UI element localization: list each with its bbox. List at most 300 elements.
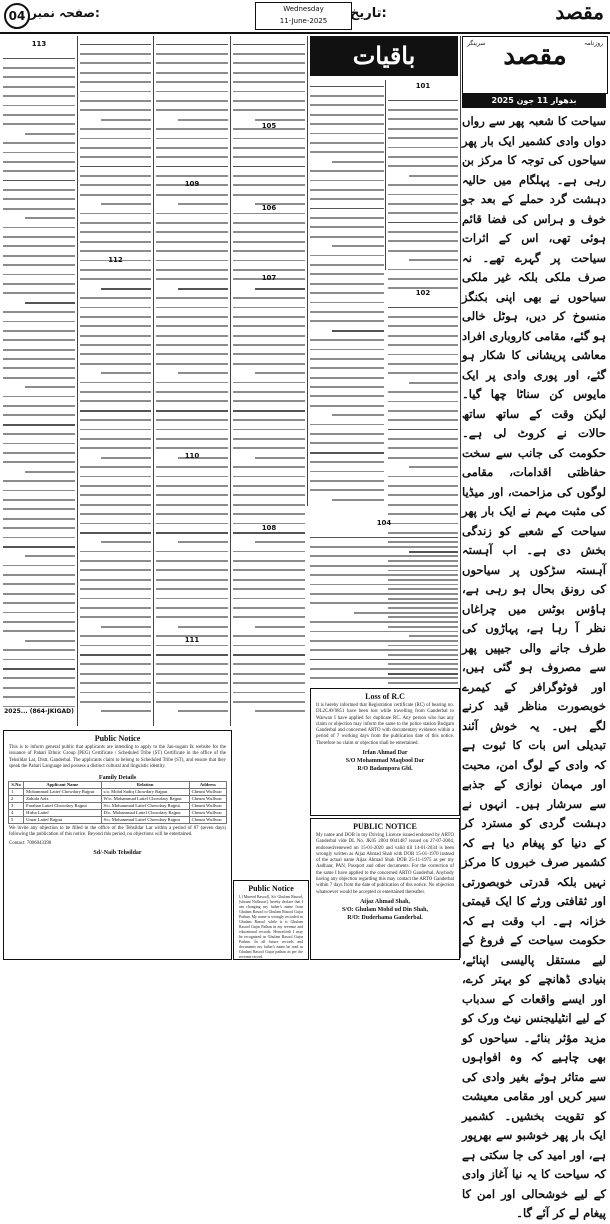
text-line — [388, 184, 458, 186]
text-line — [80, 307, 151, 309]
text-line — [310, 640, 458, 642]
table-row — [9, 817, 227, 824]
notice-signer-address: R/O: Duderhama Ganderbal. — [347, 914, 423, 921]
text-line — [80, 344, 151, 346]
text-line — [255, 710, 305, 712]
text-line — [3, 311, 75, 313]
text-line — [233, 147, 305, 149]
notice-body: My name and DOB in my Driving Licence issued endorsed by ARTO Ganderbal vide DL No. JK05 2004 0041487 issued on 27-07-2004, endorsed/renewed on 15-01-2020 and valid till 14-01-2034 is been wrongly written as Aijaz Ahmad Shah with DOB 15-01-1970 instead of the actual name Aijaz Ahmad Shah DOB 25-11-1975 as per my Aadhaar, PAN, Passport and other documents. For the correction of the same I have applied to the concerned ARTO Ganderbal. Anybody having any objection regarding this may contact the ARTO Ganderbal within 7 days from the date of publication of this notice. No objection whatsoever would be accepted or entertained thereafter. — [316, 833, 454, 895]
text-line — [233, 344, 305, 346]
text-line — [3, 574, 75, 576]
table-cell: Cheunt Wullwar — [189, 817, 226, 824]
text-line — [156, 194, 228, 196]
text-line — [80, 297, 151, 299]
text-line — [233, 485, 305, 487]
text-line — [388, 165, 458, 167]
text-line — [80, 44, 151, 46]
text-line — [233, 44, 305, 46]
text-line — [156, 466, 228, 468]
text-line — [156, 175, 228, 177]
text-line — [156, 588, 228, 590]
text-line — [388, 410, 458, 412]
text-line — [388, 240, 458, 242]
text-line — [388, 476, 458, 478]
text-block — [3, 50, 75, 707]
text-line — [3, 537, 75, 539]
text-line — [388, 137, 458, 139]
text-line — [233, 663, 305, 665]
text-line — [233, 560, 305, 562]
text-line — [3, 152, 75, 154]
text-line — [80, 335, 151, 337]
text-line — [156, 494, 228, 496]
text-line — [233, 184, 305, 186]
text-line — [233, 109, 305, 111]
text-line — [310, 668, 458, 670]
text-line — [233, 692, 305, 694]
table-header: Relation — [101, 782, 189, 789]
text-line — [3, 292, 75, 294]
text-line — [3, 461, 75, 463]
text-line — [388, 250, 458, 252]
text-line — [388, 447, 458, 449]
text-line — [255, 457, 305, 459]
date-label: تاریخ: — [350, 6, 387, 21]
text-line — [156, 91, 228, 93]
text-line — [156, 504, 228, 506]
text-line — [156, 53, 228, 55]
text-line — [233, 635, 305, 637]
text-line — [80, 166, 151, 168]
notice-body: It is hereby informed that Registration certificate (RC) of bearing no. DL2CAV0851 have been lost while travelling from Ganderbal to Warwan I have applied for duplicate RC. Any person who has any claim or objection may inform the same to the police station Budgam Ganderbal and concerned ARTO with documentary evidence within a period of 7 working days from the publication date of this notice. Therefore no claim or objection shall be entertained. — [316, 703, 454, 746]
text-line — [156, 363, 228, 365]
table-row — [9, 789, 227, 796]
text-line — [388, 457, 458, 459]
text-line — [3, 321, 75, 323]
text-line — [310, 264, 384, 266]
text-line — [25, 302, 75, 304]
brand-box — [462, 36, 608, 94]
text-line — [3, 76, 75, 78]
section-number: 110 — [184, 452, 200, 460]
text-line — [233, 297, 305, 299]
text-line — [3, 612, 75, 614]
text-line — [310, 170, 384, 172]
text-line — [3, 180, 75, 182]
section-number: 107 — [261, 274, 277, 282]
text-line — [388, 109, 458, 111]
section-number: 104 — [376, 519, 392, 527]
text-line — [233, 400, 305, 402]
text-line — [156, 316, 228, 318]
lead-column — [461, 36, 606, 1220]
text-line — [25, 555, 75, 557]
text-line — [310, 189, 384, 191]
text-line — [80, 429, 151, 431]
text-line — [3, 142, 75, 144]
text-line — [233, 194, 305, 196]
text-line — [156, 81, 228, 83]
text-line — [233, 363, 305, 365]
text-line — [310, 489, 384, 491]
text-line — [388, 354, 458, 356]
text-line — [3, 659, 75, 661]
text-line — [25, 133, 75, 135]
text-line — [310, 584, 458, 586]
text-line — [156, 673, 228, 675]
text-line — [3, 105, 75, 107]
table-cell: S/o. Mohammad Latief Chowdary Rajput — [101, 803, 189, 810]
text-line — [80, 363, 151, 365]
text-line — [156, 654, 228, 656]
text-line — [156, 297, 228, 299]
text-line — [80, 81, 151, 83]
text-line — [233, 166, 305, 168]
text-column-4 — [233, 36, 305, 726]
notice-signer-parent: S/O Mohammad Maqbool Dar — [345, 758, 425, 765]
text-line — [80, 382, 151, 384]
notice-family-details — [3, 730, 232, 960]
text-line — [233, 325, 305, 327]
text-line — [156, 166, 228, 168]
text-line — [233, 504, 305, 506]
section-number: 113 — [31, 40, 47, 48]
text-line — [310, 565, 458, 567]
text-line — [388, 269, 458, 271]
table-row — [9, 803, 227, 810]
text-line — [3, 208, 75, 210]
brand-name: مقصد — [503, 41, 567, 71]
text-line — [388, 212, 458, 214]
text-line — [178, 372, 228, 374]
notice-intro: This is to inform general public that applicants are intending to apply to the Jan-sugam Ik website for the issuance of Pahari Ethnic Group (PEG) Certificate / Scheduled Tribe (ST) Certificate in the office of the Tehsildar Lar, Distt. Ganderbal. The applicants claim to belong to Scheduled Tribe (ST), and ensure that they speak the Pahari Language and possess a distinct cultural and linguistic identity. — [9, 745, 226, 769]
text-line — [156, 523, 228, 525]
text-line — [233, 72, 305, 74]
text-line — [156, 532, 228, 534]
text-line — [80, 466, 151, 468]
text-line — [156, 44, 228, 46]
text-line — [80, 138, 151, 140]
text-line — [388, 438, 458, 440]
text-line — [255, 119, 305, 121]
text-line — [80, 391, 151, 393]
text-line — [3, 396, 75, 398]
table-cell: Farahan Latief Chowdary Rajput — [24, 803, 101, 810]
text-line — [310, 677, 458, 679]
text-line — [156, 241, 228, 243]
text-line — [310, 377, 384, 379]
column-divider — [460, 36, 461, 958]
notice-loss-of-rc — [310, 688, 460, 816]
text-line — [156, 607, 228, 609]
text-block — [233, 36, 305, 712]
text-line — [80, 645, 151, 647]
text-line — [178, 288, 228, 290]
text-line — [156, 663, 228, 665]
table-cell: 2 — [9, 796, 24, 803]
column-divider — [307, 36, 308, 506]
text-line — [156, 138, 228, 140]
text-line — [310, 442, 384, 444]
text-line — [310, 123, 384, 125]
text-line — [310, 320, 384, 322]
text-line — [156, 429, 228, 431]
text-line — [3, 546, 75, 548]
text-line — [101, 119, 151, 121]
text-line — [310, 302, 384, 304]
text-line — [80, 410, 151, 412]
notice-public-dl — [310, 818, 460, 960]
text-line — [233, 410, 305, 412]
text-line — [3, 114, 75, 116]
text-line — [156, 598, 228, 600]
notice-closing: We invite any objection to be filled in the office of the Tehsildar Lar within a period of 07 (seven days) following the publication of this notice. Beyond this period, no objections will be entertained. — [9, 826, 226, 838]
text-line — [388, 128, 458, 130]
text-line — [3, 480, 75, 482]
text-line — [80, 485, 151, 487]
text-line — [310, 555, 458, 557]
text-line — [156, 231, 228, 233]
table-cell: 5 — [9, 817, 24, 824]
notice-contact: Contact: 7006043390 — [9, 840, 52, 846]
text-line — [101, 203, 151, 205]
text-line — [3, 687, 75, 689]
section-number: 112 — [108, 256, 123, 264]
text-line — [310, 339, 384, 341]
text-line — [3, 123, 75, 125]
notice-title: PUBLIC NOTICE — [353, 822, 417, 831]
text-line — [310, 133, 384, 135]
text-line — [156, 485, 228, 487]
text-line — [156, 391, 228, 393]
text-line — [233, 335, 305, 337]
text-line — [310, 255, 384, 257]
text-line — [3, 621, 75, 623]
table-cell: Cheunt Wullwar — [189, 796, 226, 803]
text-line — [80, 400, 151, 402]
text-line — [388, 194, 458, 196]
column-footer: 2025... (864-JKIGAD) — [4, 708, 74, 715]
text-line — [80, 316, 151, 318]
text-line — [156, 325, 228, 327]
text-line — [233, 100, 305, 102]
text-block — [80, 36, 151, 712]
masthead — [0, 0, 610, 34]
text-line — [388, 278, 458, 280]
text-line — [310, 292, 384, 294]
table-cell: s/o. Mohd Sadiq Chowdary Rajput — [101, 789, 189, 796]
text-line — [178, 710, 228, 712]
text-line — [3, 245, 75, 247]
text-line — [3, 593, 75, 595]
text-line — [3, 58, 75, 60]
text-line — [156, 109, 228, 111]
text-line — [156, 222, 228, 224]
text-line — [156, 213, 228, 215]
text-line — [310, 95, 384, 97]
text-line — [156, 250, 228, 252]
text-line — [80, 569, 151, 571]
table-cell: W/o. Mohammad Latief Chowdary Rajput — [101, 796, 189, 803]
text-line — [409, 466, 458, 468]
text-line — [233, 260, 305, 262]
text-line — [156, 344, 228, 346]
text-line — [80, 692, 151, 694]
table-cell: Umar Latief Rajput — [24, 817, 101, 824]
text-line — [233, 53, 305, 55]
text-line — [80, 673, 151, 675]
text-line — [3, 330, 75, 332]
text-line — [233, 62, 305, 64]
text-column-1 — [3, 36, 75, 726]
text-line — [80, 278, 151, 280]
text-line — [3, 518, 75, 520]
text-line — [310, 471, 384, 473]
text-line — [80, 194, 151, 196]
text-line — [80, 147, 151, 149]
text-line — [255, 288, 305, 290]
text-column-4b — [310, 78, 384, 508]
text-line — [80, 325, 151, 327]
text-line — [388, 203, 458, 205]
text-line — [310, 649, 458, 651]
notice-body: I, [Mureed Rasool], S/o Ghulam Rasool, [shount Nallawar], hereby declare that I am changing my father's name from Ghulam Rasool to Ghulam Rasool Gujar Pathan. My name is wrongly recorded as Ghulam Rasool while it is Ghulam Rasool Gujar Pathan in my revenue and educational records. Henceforth I may be recognized as Ghulam Rasool Gujar Pathan. In all future records and documents my father's name be read as Ghulam Rasool Gujar pathan as per the revenue record. — [239, 895, 303, 959]
text-line — [156, 560, 228, 562]
text-line — [233, 579, 305, 581]
text-line — [310, 358, 384, 360]
text-line — [310, 546, 458, 548]
text-line — [80, 607, 151, 609]
text-line — [233, 231, 305, 233]
text-line — [25, 471, 75, 473]
text-line — [388, 372, 458, 374]
text-line — [310, 273, 384, 275]
text-line — [3, 668, 75, 670]
section-number: 108 — [261, 524, 277, 532]
text-line — [3, 677, 75, 679]
text-line — [156, 692, 228, 694]
text-line — [310, 217, 384, 219]
notice-signer: Aijaz Ahmad Shah, — [360, 898, 410, 905]
text-line — [233, 616, 305, 618]
text-line — [310, 621, 458, 623]
text-line — [80, 62, 151, 64]
table-cell: S/o. Mohammad Latief Chowdary Rajput — [101, 817, 189, 824]
text-line — [178, 119, 228, 121]
text-line — [80, 579, 151, 581]
text-line — [233, 551, 305, 553]
text-line — [233, 673, 305, 675]
text-line — [80, 635, 151, 637]
masthead-date: 11-June-2025 — [279, 17, 328, 25]
text-line — [233, 494, 305, 496]
page-label: صفحہ نمبر: — [30, 6, 100, 20]
text-line — [156, 701, 228, 703]
text-line — [101, 372, 151, 374]
text-line — [388, 344, 458, 346]
text-line — [233, 175, 305, 177]
text-line — [156, 269, 228, 271]
text-line — [156, 156, 228, 158]
text-line — [156, 62, 228, 64]
text-line — [80, 682, 151, 684]
text-line — [310, 395, 384, 397]
text-line — [156, 438, 228, 440]
text-line — [3, 283, 75, 285]
text-line — [310, 631, 458, 633]
section-number: 102 — [415, 289, 431, 297]
text-line — [233, 598, 305, 600]
text-line — [388, 231, 458, 233]
table-cell: 1 — [9, 789, 24, 796]
text-block — [310, 78, 384, 501]
column-divider — [77, 36, 78, 726]
text-line — [388, 222, 458, 224]
text-line — [409, 259, 458, 261]
text-line — [156, 419, 228, 421]
text-line — [80, 53, 151, 55]
text-line — [233, 213, 305, 215]
section-number: 105 — [261, 122, 277, 130]
text-line — [3, 696, 75, 698]
text-line — [80, 476, 151, 478]
table-cell: 4 — [9, 810, 24, 817]
text-line — [80, 250, 151, 252]
masthead-day: Wednesday — [283, 5, 324, 13]
text-line — [101, 457, 151, 459]
text-line — [178, 203, 228, 205]
text-line — [388, 316, 458, 318]
text-line — [388, 485, 458, 487]
text-line — [233, 156, 305, 158]
text-line — [388, 307, 458, 309]
family-table — [8, 781, 227, 824]
text-line — [156, 616, 228, 618]
text-line — [233, 438, 305, 440]
text-line — [409, 382, 458, 384]
text-line — [80, 504, 151, 506]
text-line — [332, 161, 384, 163]
text-line — [233, 607, 305, 609]
table-header: S.No — [9, 782, 24, 789]
text-line — [156, 551, 228, 553]
text-line — [388, 363, 458, 365]
text-line — [310, 142, 384, 144]
text-line — [80, 91, 151, 93]
notice-public-name-change — [233, 880, 309, 960]
text-line — [233, 654, 305, 656]
text-line — [354, 612, 458, 614]
text-line — [310, 198, 384, 200]
table-cell: Cheunt Wullwar — [189, 789, 226, 796]
text-line — [310, 537, 458, 539]
text-line — [233, 353, 305, 355]
text-line — [233, 419, 305, 421]
table-cell: 3 — [9, 803, 24, 810]
text-line — [233, 81, 305, 83]
text-line — [388, 494, 458, 496]
text-line — [3, 198, 75, 200]
text-line — [310, 602, 458, 604]
text-line — [156, 400, 228, 402]
text-line — [388, 325, 458, 327]
text-line — [80, 269, 151, 271]
text-line — [80, 241, 151, 243]
text-line — [3, 630, 75, 632]
text-line — [80, 513, 151, 515]
text-line — [101, 626, 151, 628]
text-line — [80, 663, 151, 665]
